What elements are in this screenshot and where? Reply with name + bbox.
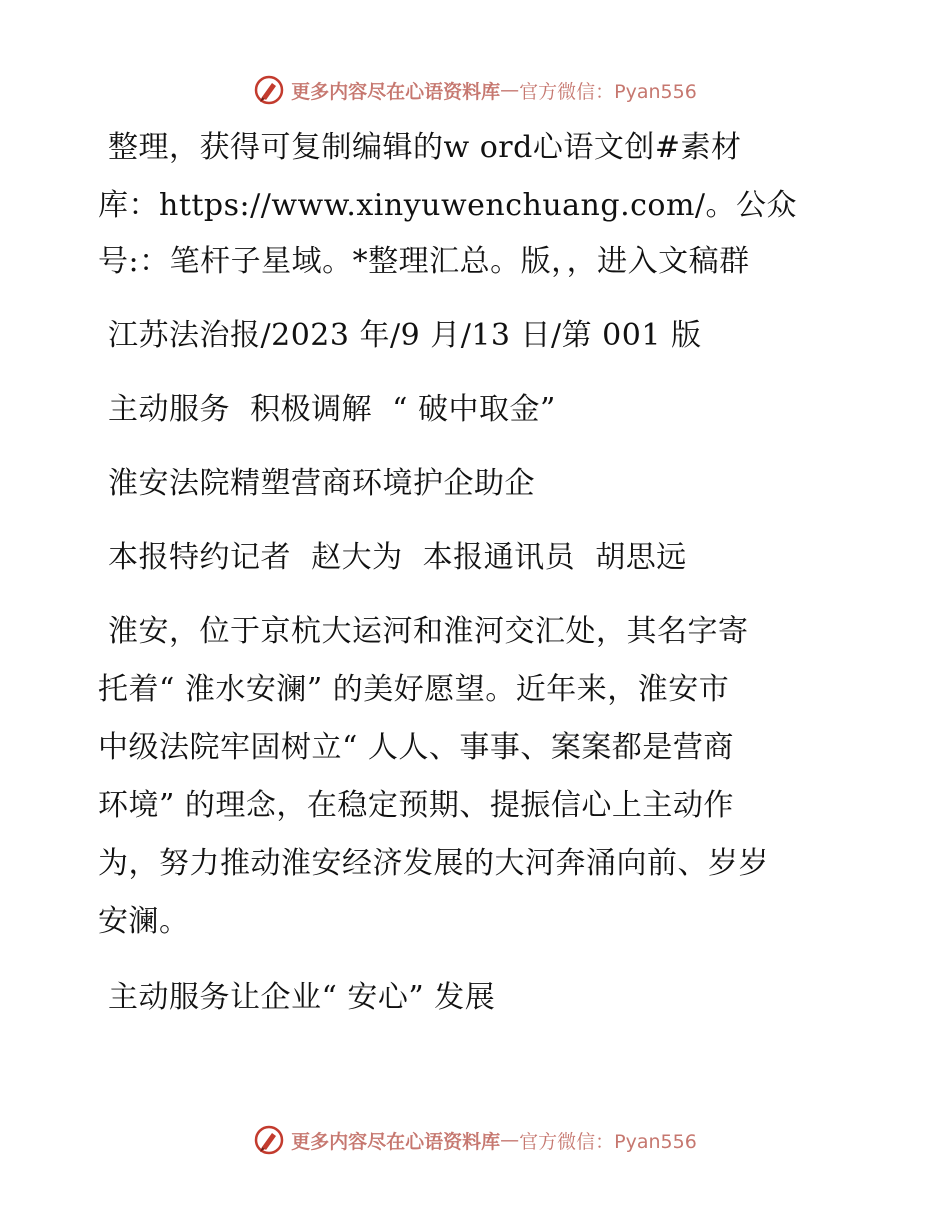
subheadline: 淮安法院精塑营商环境护企助企 [108,466,535,501]
watermark-banner-top [0,70,950,110]
intro-line: 号:：笔杆子星域。*整理汇总。版，，进入文稿群 [98,244,750,279]
body-line: 安澜。 [98,904,190,939]
pen-circle-logo-icon [253,1124,285,1156]
watermark-banner-bottom [0,1120,950,1160]
body-line: 托着“ 淮水安澜” 的美好愿望。近年来，淮安市 [98,672,730,707]
intro-line: 库：https://www.xinyuwenchuang.com/。公众 [98,188,798,223]
watermark-wechat-text: 官方微信：Pyan556 [519,80,697,103]
section-heading: 主动服务让企业“ 安心” 发展 [108,980,496,1015]
headline: 主动服务 积极调解 “ 破中取金” [108,392,556,427]
body-line: 中级法院牢固树立“ 人人、事事、案案都是营商 [98,730,734,765]
intro-line: 整理，获得可复制编辑的w ord心语文创#素材 [108,130,742,165]
source-line: 江苏法治报/2023 年/9 月/13 日/第 001 版 [108,318,702,353]
body-line: 为，努力推动淮安经济发展的大河奔涌向前、岁岁 [98,846,769,881]
watermark-wechat-text: 官方微信：Pyan556 [519,1130,697,1153]
watermark-main-text: 更多内容尽在心语资料库 [291,80,501,103]
body-line: 淮安，位于京杭大运河和淮河交汇处，其名字寄 [108,614,749,649]
watermark-dash: — [500,79,520,101]
body-line: 环境” 的理念，在稳定预期、提振信心上主动作 [98,788,734,823]
pen-circle-logo-icon [253,74,285,106]
watermark-main-text: 更多内容尽在心语资料库 [291,1130,501,1153]
byline: 本报特约记者 赵大为 本报通讯员 胡思远 [108,540,687,575]
watermark-dash: — [500,1129,520,1151]
